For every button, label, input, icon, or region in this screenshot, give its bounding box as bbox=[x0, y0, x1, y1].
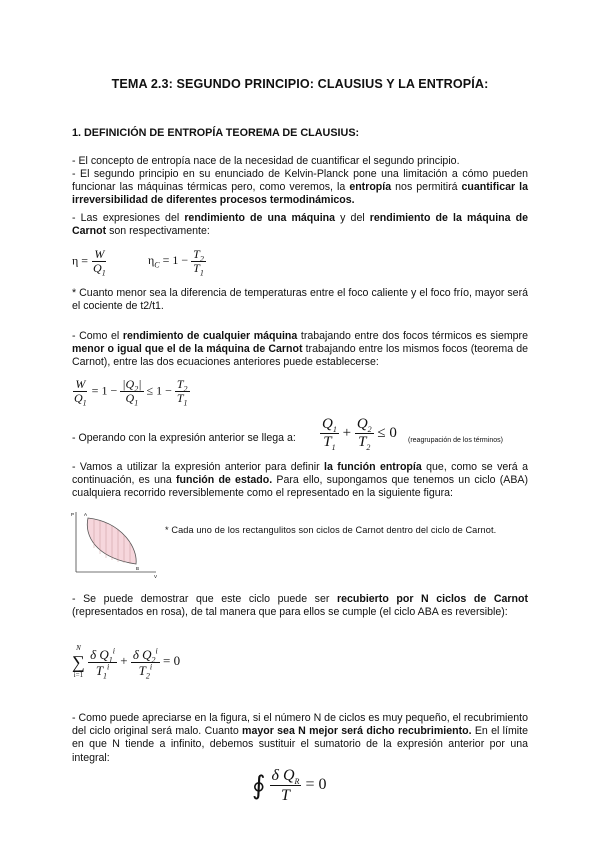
figure-caption: * Cada uno de los rectangulitos son ciclos de Carnot dentro del ciclo de Carnot. bbox=[165, 525, 497, 535]
equation-note: (reagrupación de los términos) bbox=[408, 437, 503, 444]
paragraph-1: - El concepto de entropía nace de la necesidad de cuantificar el segundo principio. bbox=[72, 155, 460, 167]
cycle-curve bbox=[87, 518, 136, 564]
section-heading: 1. DEFINICIÓN DE ENTROPÍA TEOREMA DE CLAUSIUS: bbox=[72, 127, 360, 139]
carnot-fraction: $\frac{T_2}{T_1}$ bbox=[193, 247, 204, 278]
label-p: P bbox=[71, 512, 75, 517]
label-v: V bbox=[154, 574, 158, 579]
equation-carnot-efficiency: $\eta_C = 1$ − $\frac{T_2}{T_1}$ bbox=[148, 247, 204, 278]
equation-sum: N ∑ i=1 $\frac{\delta Q_1^i}{T_1^i}$ + $\frac{\delta Q_2^i}{T_2^i}$ = 0 bbox=[72, 644, 181, 681]
paragraph-5: - Como el rendimiento de cualquier máquina trabajando entre dos focos térmicos es siempre menor o igual que el de la máquina de Carnot trabajando entre los mismos focos (teorema de Carnot), entre las dos ecuaciones anteriores puede establecerse: bbox=[72, 330, 528, 369]
paragraph-8: - Se puede demostrar que este ciclo puede ser recubierto por N ciclos de Carnot (representados en rosa), de tal manera que para ellos se cumple (el ciclo ABA es reversible): bbox=[72, 593, 528, 619]
sum-symbol: N ∑ i=1 bbox=[72, 644, 85, 679]
paragraph-4: * Cuanto menor sea la diferencia de temperaturas entre el foco caliente y el foco frío, mayor será el cociente de t2/t1. bbox=[72, 287, 528, 313]
equation-efficiency bbox=[72, 247, 108, 278]
paragraph-3: - Las expresiones del rendimiento de una máquina y del rendimiento de la máquina de Carnot son respectivamente: bbox=[72, 212, 528, 238]
page-title: TEMA 2.3: SEGUNDO PRINCIPIO: CLAUSIUS Y LA ENTROPÍA: bbox=[111, 77, 489, 91]
equation-inequality: $\frac{W}{Q_1}$ = 1 − $\frac{|Q_2|}{Q_1}$ ≤ 1 − $\frac{T_2}{T_1}$ bbox=[74, 377, 188, 408]
efficiency-fraction: $\frac{W}{Q_1}$ bbox=[93, 247, 106, 278]
paragraph-7: - Vamos a utilizar la expresión anterior para definir la función entropía que, como se verá a continuación, es una función de estado. Para ello, supongamos que tenemos un ciclo (ABA) cualquiera recorrido reversiblemente como el representado en la siguiente figura: bbox=[72, 461, 528, 500]
paragraph-9: - Como puede apreciarse en la figura, si el número N de ciclos es muy pequeño, el recubrimiento del ciclo original será malo. Cuanto mayor sea N mejor será dicho recubrimiento. En el límite en que N tiende a infinito, debemos sustituir el sumatorio de la expresión anterior por una integral: bbox=[72, 712, 528, 764]
label-b: B bbox=[136, 566, 140, 571]
contour-integral-symbol: ∮ bbox=[252, 770, 266, 800]
eta-symbol: η = bbox=[72, 253, 89, 268]
equation-clausius: $\frac{Q_1}{T_1}$ + $\frac{Q_2}{T_2}$ ≤ 0 bbox=[322, 416, 397, 452]
paragraph-6: - Operando con la expresión anterior se llega a: bbox=[72, 432, 296, 444]
pv-cycle-figure bbox=[70, 508, 160, 580]
equation-integral: ∮ $\frac{\delta Q_R}{T}$ = 0 bbox=[252, 767, 327, 804]
label-a: A bbox=[84, 512, 88, 517]
paragraph-2: - El segundo principio en su enunciado de Kelvin-Planck pone una limitación a cómo pueden funcionar las máquinas térmicas pero, como veremos, la entropía nos permitirá cuantificar la irreversibilidad de diferentes procesos termodinámicos. bbox=[72, 168, 528, 207]
